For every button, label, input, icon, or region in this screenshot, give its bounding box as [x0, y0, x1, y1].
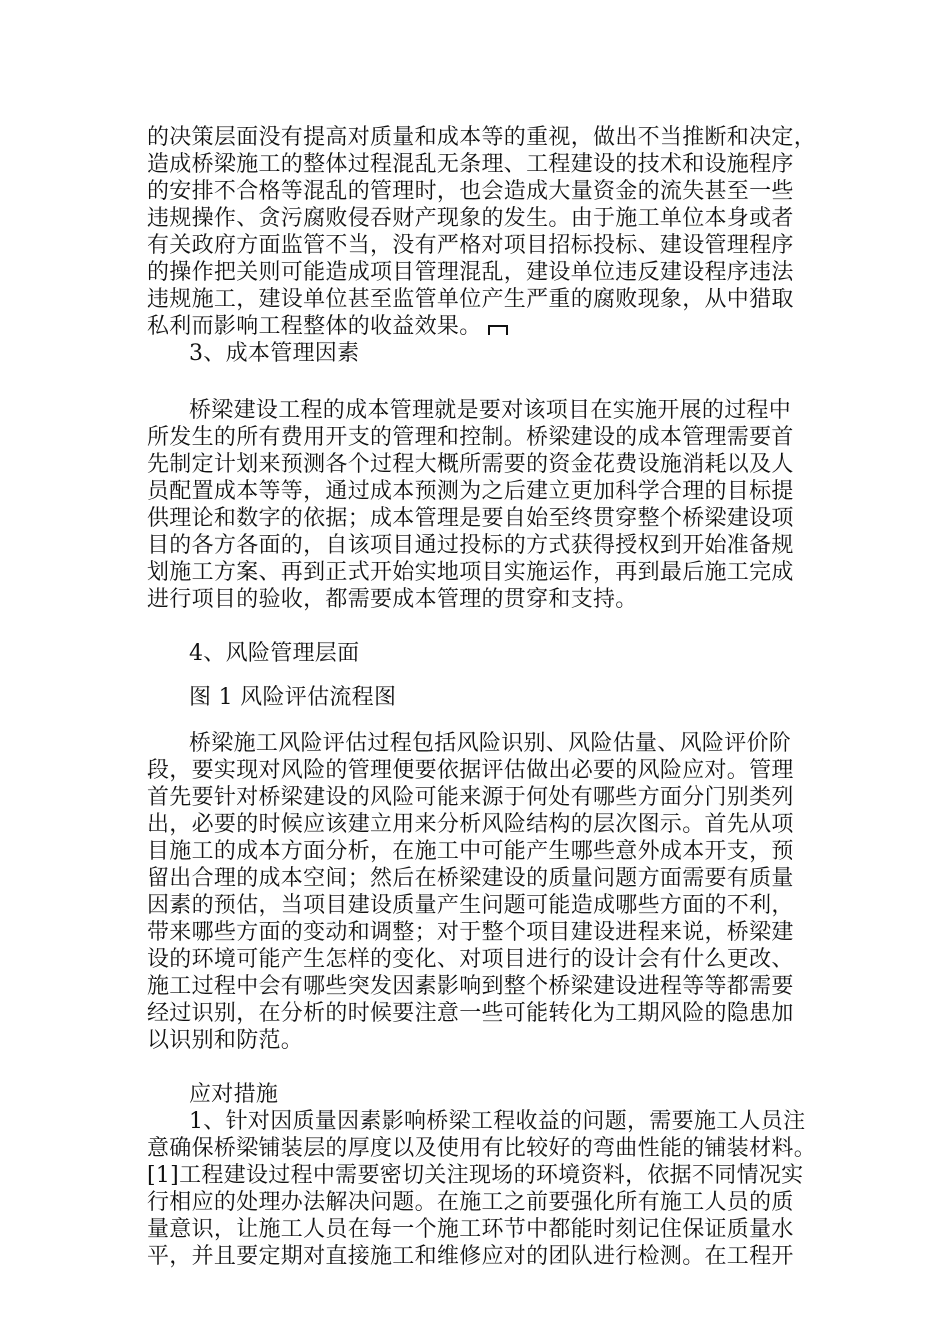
figure-caption: 图 1 风险评估流程图 [189, 685, 397, 710]
paragraph-1-line: 有关政府方面监管不当，没有严格对项目招标投标、建设管理程序 [147, 233, 794, 258]
paragraph-3-line: 出，必要的时候应该建立用来分析风险结构的层次图示。首先从项 [147, 812, 794, 837]
paragraph-4-line: 量意识，让施工人员在每一个施工环节中都能时刻记住保证质量水 [147, 1217, 794, 1242]
paragraph-3-line: 留出合理的成本空间；然后在桥梁建设的质量问题方面需要有质量 [147, 866, 794, 891]
paragraph-4-line: 1、针对因质量因素影响桥梁工程收益的问题，需要施工人员注 [189, 1109, 806, 1134]
paragraph-2-line: 目的各方各面的，自该项目通过投标的方式获得授权到开始准备规 [147, 533, 794, 558]
paragraph-2-line: 桥梁建设工程的成本管理就是要对该项目在实施开展的过程中 [189, 398, 792, 423]
section-heading-4: 4、风险管理层面 [189, 641, 360, 666]
paragraph-4-line: [1]工程建设过程中需要密切关注现场的环境资料，依据不同情况实 [147, 1163, 804, 1188]
paragraph-3-line: 目施工的成本方面分析，在施工中可能产生哪些意外成本开支，预 [147, 839, 794, 864]
paragraph-1-last-line [147, 313, 508, 340]
paragraph-2-line: 供理论和数字的依据；成本管理是要自始至终贯穿整个桥梁建设项 [147, 506, 794, 531]
paragraph-1-line: 违规操作、贪污腐败侵吞财产现象的发生。由于施工单位本身或者 [147, 206, 794, 231]
paragraph-1-line: 违规施工，建设单位甚至监管单位产生严重的腐败现象，从中猎取 [147, 287, 794, 312]
paragraph-3-line: 首先要针对桥梁建设的风险可能来源于何处有哪些方面分门别类列 [147, 785, 794, 810]
paragraph-2-line: 先制定计划来预测各个过程大概所需要的资金花费设施消耗以及人 [147, 452, 794, 477]
paragraph-3-line: 经过识别，在分析的时候要注意一些可能转化为工期风险的隐患加 [147, 1001, 794, 1026]
paragraph-2-line: 进行项目的验收，都需要成本管理的贯穿和支持。 [147, 587, 638, 612]
paragraph-1-line: 的操作把关则可能造成项目管理混乱，建设单位违反建设程序违法 [147, 260, 794, 285]
paragraph-1-text: 私利而影响工程整体的收益效果。 [147, 314, 482, 339]
paragraph-3-line: 设的环境可能产生怎样的变化、对项目进行的设计会有什么更改、 [147, 947, 794, 972]
paragraph-3-line: 段，要实现对风险的管理便要依据评估做出必要的风险应对。管理 [147, 758, 794, 783]
paragraph-2-line: 划施工方案、再到正式开始实地项目实施运作，再到最后施工完成 [147, 560, 794, 585]
paragraph-mark-icon [488, 325, 508, 335]
paragraph-3-line: 因素的预估，当项目建设质量产生问题可能造成哪些方面的不利， [147, 893, 794, 918]
paragraph-3-line: 带来哪些方面的变动和调整；对于整个项目建设进程来说，桥梁建 [147, 920, 794, 945]
paragraph-1-line: 造成桥梁施工的整体过程混乱无条理、工程建设的技术和设施程序 [147, 152, 794, 177]
paragraph-2-line: 员配置成本等等，通过成本预测为之后建立更加科学合理的目标提 [147, 479, 794, 504]
paragraph-3-line: 以识别和防范。 [147, 1028, 304, 1053]
paragraph-1-line: 的安排不合格等混乱的管理时，也会造成大量资金的流失甚至一些 [147, 179, 794, 204]
section-heading-5: 应对措施 [189, 1082, 279, 1107]
paragraph-1-line: 的决策层面没有提高对质量和成本等的重视，做出不当推断和决定， [147, 125, 817, 150]
paragraph-4-line: 平，并且要定期对直接施工和维修应对的团队进行检测。在工程开 [147, 1244, 794, 1269]
paragraph-3-line: 桥梁施工风险评估过程包括风险识别、风险估量、风险评价阶 [189, 731, 792, 756]
paragraph-4-line: 行相应的处理办法解决问题。在施工之前要强化所有施工人员的质 [147, 1190, 794, 1215]
paragraph-4-line: 意确保桥梁铺装层的厚度以及使用有比较好的弯曲性能的铺装材料。 [147, 1136, 817, 1161]
paragraph-3-line: 施工过程中会有哪些突发因素影响到整个桥梁建设进程等等都需要 [147, 974, 794, 999]
section-heading-3: 3、成本管理因素 [189, 341, 360, 366]
paragraph-2-line: 所发生的所有费用开支的管理和控制。桥梁建设的成本管理需要首 [147, 425, 794, 450]
